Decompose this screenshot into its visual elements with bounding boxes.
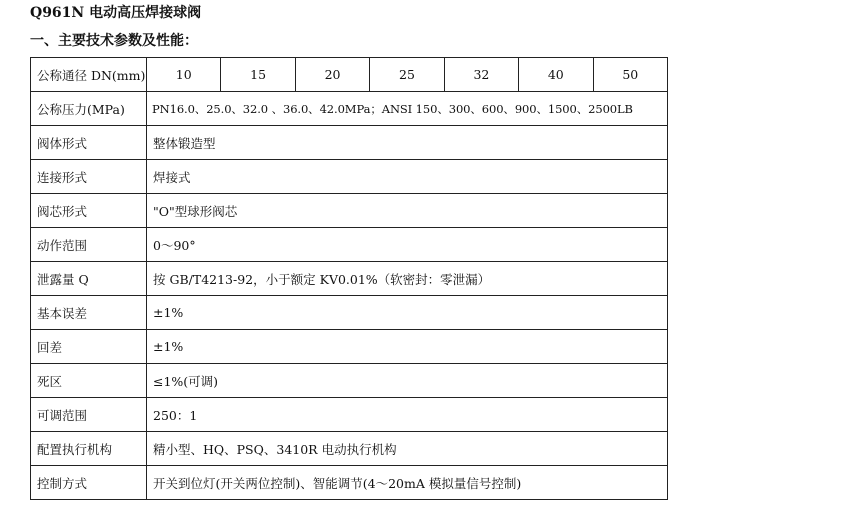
document-title: Q961N 电动高压焊接球阀 — [30, 5, 202, 21]
table-row-nominal-diameter — [31, 58, 668, 92]
dn-value-cell: 40 — [519, 58, 593, 92]
row-value: 焊接式 — [147, 160, 668, 194]
row-value: ±1% — [147, 296, 668, 330]
table-row-leakage — [31, 262, 668, 296]
row-value: 按 GB/T4213-92，小于额定 KV0.01%（软密封：零泄漏） — [147, 262, 668, 296]
row-value: 0～90° — [147, 228, 668, 262]
dn-value-cell: 50 — [593, 58, 667, 92]
row-label: 公称通径 DN(mm) — [31, 58, 147, 92]
row-label: 控制方式 — [31, 466, 147, 500]
row-label: 配置执行机构 — [31, 432, 147, 466]
dn-value-cell: 32 — [444, 58, 518, 92]
row-value: 精小型、HQ、PSQ、3410R 电动执行机构 — [147, 432, 668, 466]
row-value: "O"型球形阀芯 — [147, 194, 668, 228]
row-value: 250：1 — [147, 398, 668, 432]
row-label: 阀芯形式 — [31, 194, 147, 228]
table-row-connection-type — [31, 160, 668, 194]
dn-value-cell: 10 — [147, 58, 221, 92]
row-label: 公称压力(MPa) — [31, 92, 147, 126]
row-label: 回差 — [31, 330, 147, 364]
row-value: PN16.0、25.0、32.0 、36.0、42.0MPa；ANSI 150、300、600、900、1500、2500LB — [147, 92, 668, 126]
row-label: 连接形式 — [31, 160, 147, 194]
row-value: 开关到位灯(开关两位控制)、智能调节(4～20mA 模拟量信号控制) — [147, 466, 668, 500]
row-value: 整体锻造型 — [147, 126, 668, 160]
row-label: 泄露量 Q — [31, 262, 147, 296]
table-row-actuator — [31, 432, 668, 466]
table-row-body-type — [31, 126, 668, 160]
table-row-nominal-pressure — [31, 92, 668, 126]
table-row-hysteresis — [31, 330, 668, 364]
dn-value-cell: 25 — [370, 58, 444, 92]
row-label: 基本误差 — [31, 296, 147, 330]
row-label: 死区 — [31, 364, 147, 398]
table-row-core-type — [31, 194, 668, 228]
spec-table — [30, 57, 668, 500]
row-label: 动作范围 — [31, 228, 147, 262]
dn-value-cell: 20 — [295, 58, 369, 92]
row-value: ≤1%(可调) — [147, 364, 668, 398]
row-value: ±1% — [147, 330, 668, 364]
row-label: 可调范围 — [31, 398, 147, 432]
dn-value-cell: 15 — [221, 58, 295, 92]
section-title: 一、主要技术参数及性能： — [30, 33, 198, 49]
table-row-adjustable-range — [31, 398, 668, 432]
table-row-basic-error — [31, 296, 668, 330]
table-row-control-mode — [31, 466, 668, 500]
table-row-action-range — [31, 228, 668, 262]
table-row-dead-zone — [31, 364, 668, 398]
row-label: 阀体形式 — [31, 126, 147, 160]
